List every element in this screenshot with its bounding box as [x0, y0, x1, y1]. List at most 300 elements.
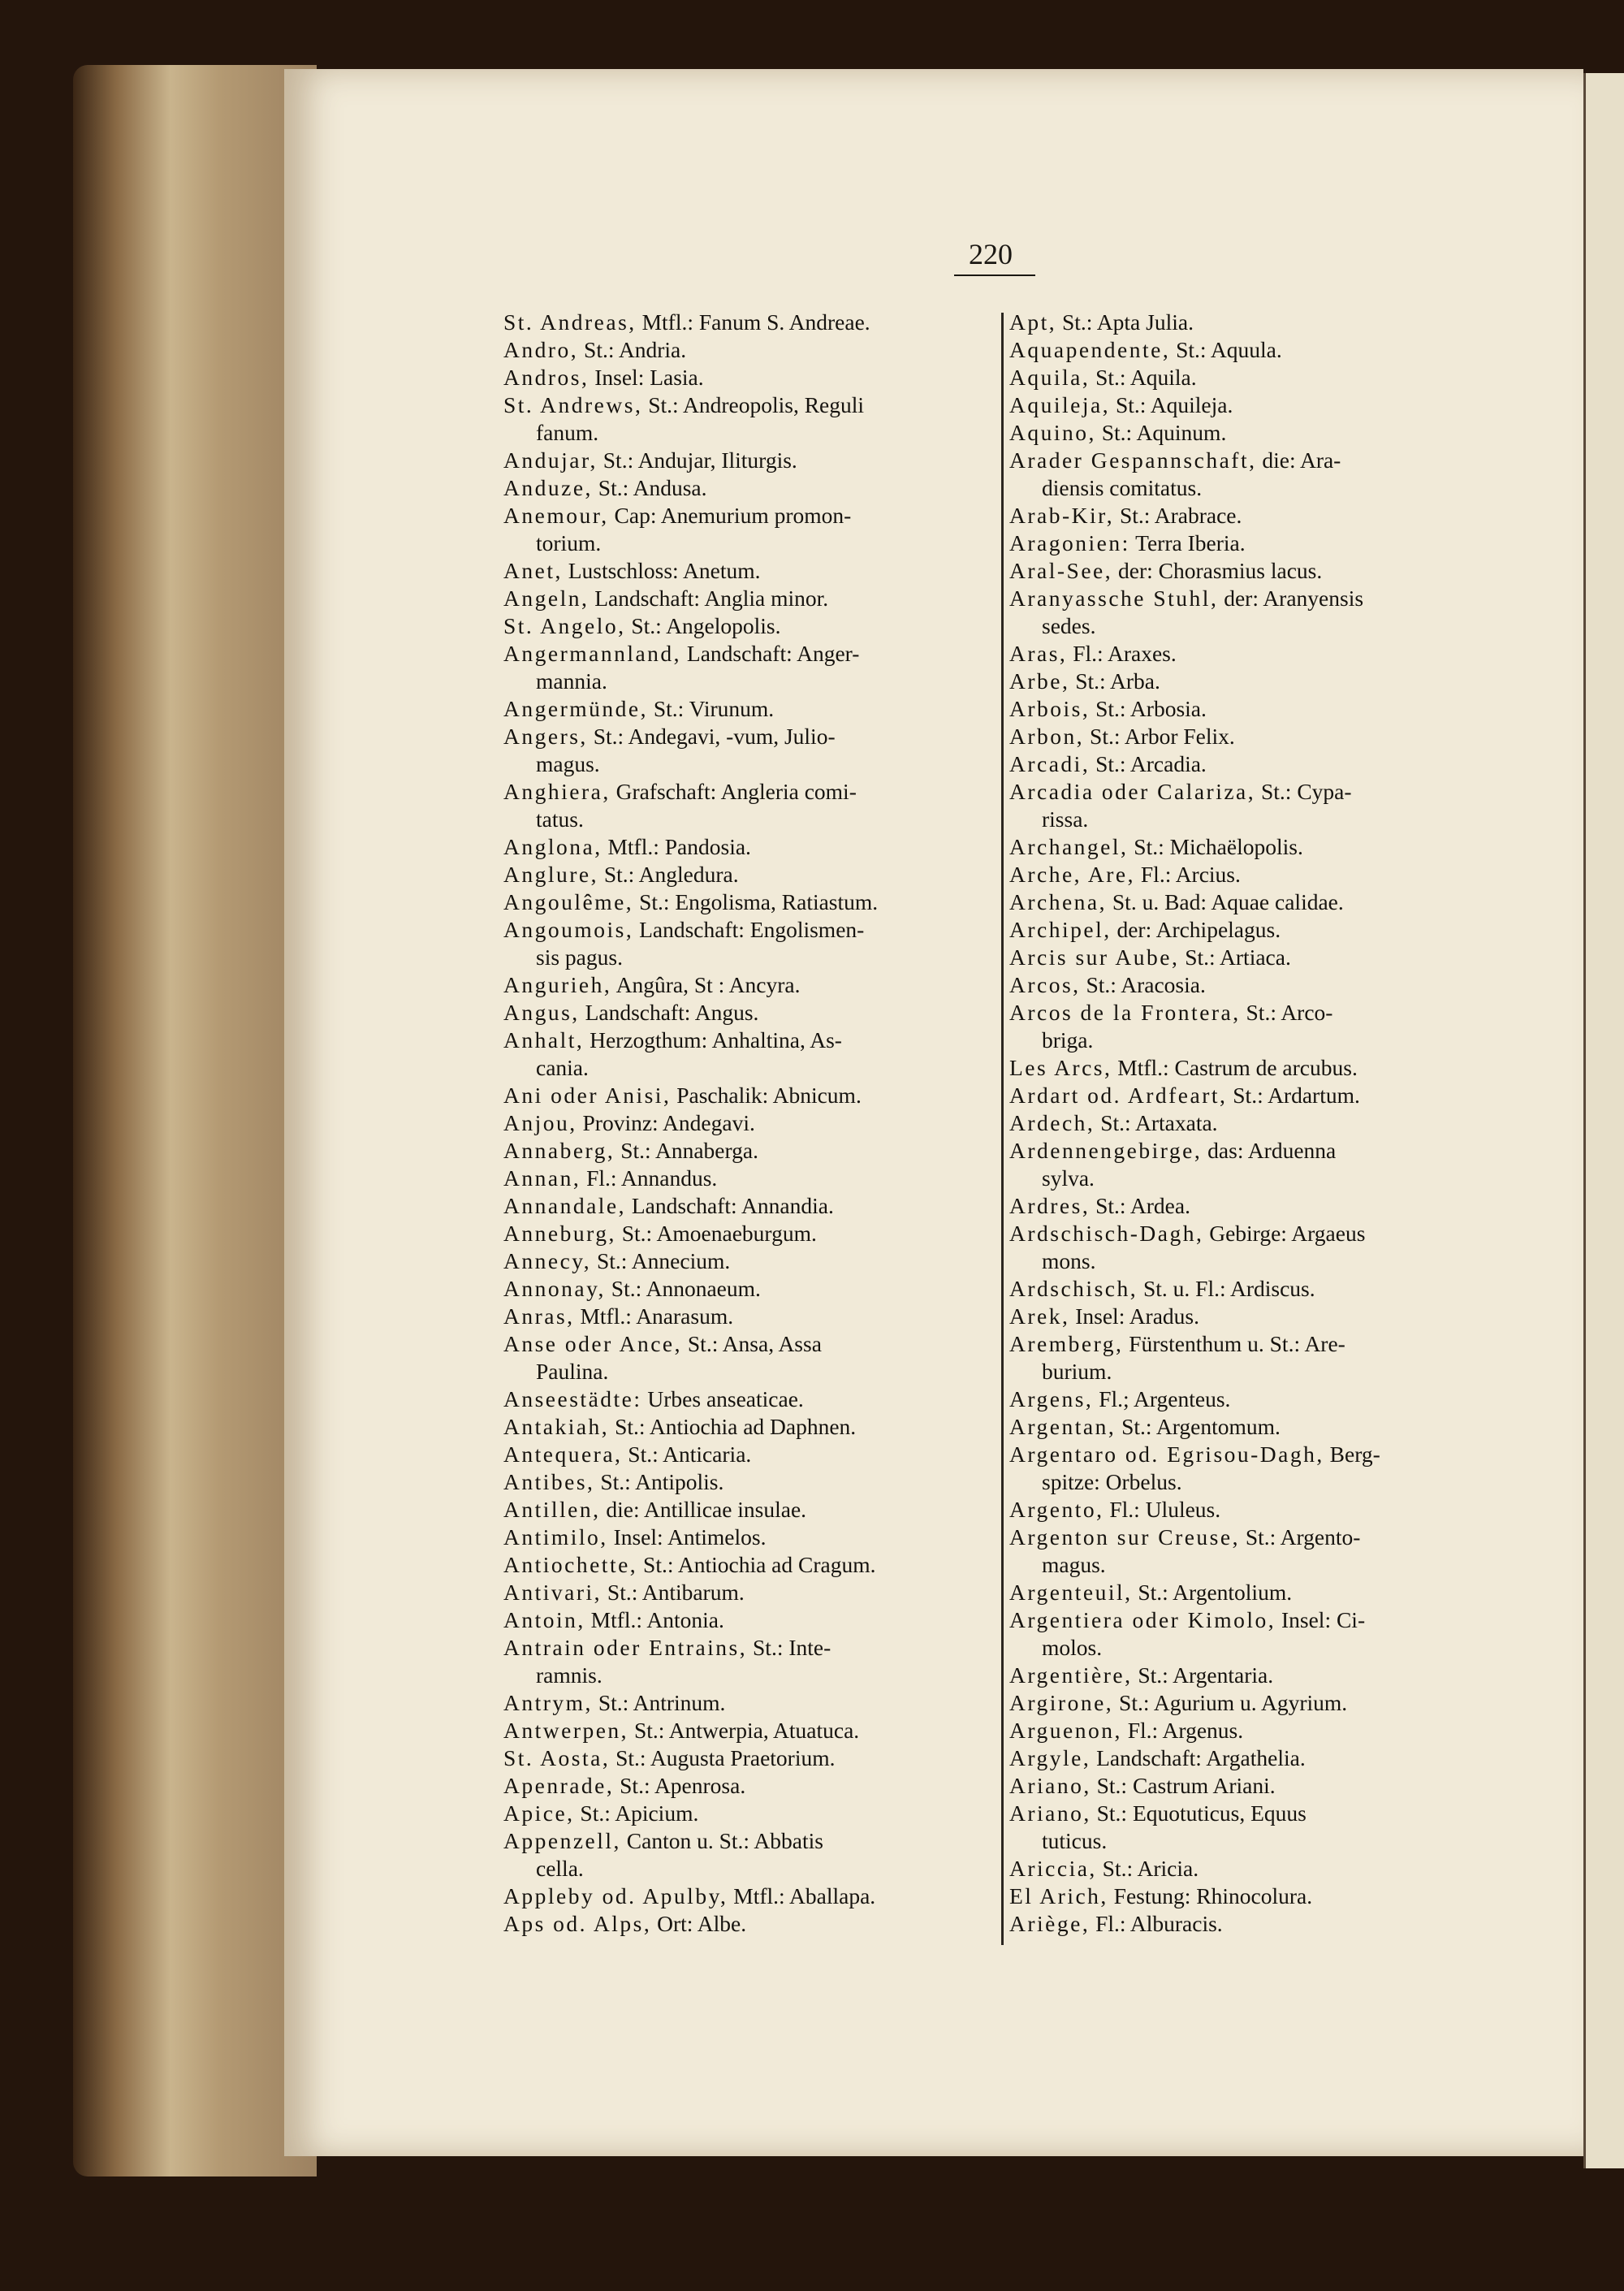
entry-definition: Cap: Anemurium promon- [608, 503, 852, 528]
entry-definition: Fl.; Argenteus. [1093, 1386, 1231, 1411]
entry-definition: St.: Ardartum. [1227, 1083, 1360, 1108]
dictionary-entry [1009, 999, 1510, 1054]
entry-definition: Urbes anseaticae. [641, 1386, 804, 1411]
entry-headword: Angermannland, [503, 641, 682, 666]
entry-headword: Anneburg, [503, 1221, 616, 1246]
entry-definition: St.: Artiaca. [1179, 944, 1291, 970]
entry-definition: Fl.: Ululeus. [1104, 1497, 1221, 1522]
dictionary-entry [503, 447, 997, 474]
entry-headword: Aragonien: [1009, 530, 1130, 555]
entry-headword: Angeln, [503, 586, 590, 611]
dictionary-entry [503, 1441, 997, 1468]
entry-definition: St.: Aquileja. [1110, 392, 1233, 417]
dictionary-entry [1009, 1137, 1510, 1192]
entry-definition: St.: Angledura. [598, 862, 739, 887]
dictionary-entry [503, 1165, 997, 1192]
entry-headword: Antrain oder Entrains, [503, 1635, 748, 1660]
dictionary-entry [1009, 750, 1510, 778]
entry-headword: Anseestädte: [503, 1386, 642, 1411]
entry-definition: St.: Andujar, Iliturgis. [597, 447, 797, 473]
dictionary-entry [503, 999, 997, 1027]
dictionary-entry [503, 1109, 997, 1137]
entry-definition: St.: Argentolium. [1132, 1580, 1293, 1605]
dictionary-entry [503, 1524, 997, 1551]
entry-continuation: cella. [536, 1856, 584, 1881]
dictionary-entry [503, 1579, 997, 1606]
entry-headword: Angers, [503, 724, 588, 749]
dictionary-entry [1009, 1744, 1510, 1772]
entry-headword: Aquapendente, [1009, 337, 1171, 362]
dictionary-entry [503, 1275, 997, 1303]
entry-definition: Gebirge: Argaeus [1203, 1221, 1366, 1246]
dictionary-entry [1009, 1910, 1510, 1938]
entry-continuation: tuticus. [1042, 1828, 1108, 1853]
dictionary-entry [503, 1330, 997, 1385]
entry-definition: Ort: Albe. [651, 1911, 747, 1936]
entry-continuation: fanum. [536, 420, 599, 445]
entry-definition: Grafschaft: Angleria comi- [610, 779, 857, 804]
entry-continuation: Paulina. [536, 1359, 609, 1384]
dictionary-entry [1009, 1689, 1510, 1717]
dictionary-entry [1009, 585, 1510, 640]
entry-definition: St. u. Fl.: Ardiscus. [1138, 1276, 1315, 1301]
dictionary-entry [503, 916, 997, 971]
dictionary-entry [1009, 1275, 1510, 1303]
dictionary-entry [503, 1385, 997, 1413]
entry-definition: Fürstenthum u. St.: Are- [1123, 1331, 1345, 1356]
entry-definition: St.: Argentaria. [1132, 1662, 1274, 1688]
dictionary-entry [1009, 1303, 1510, 1330]
dictionary-entry [1009, 530, 1510, 557]
entry-headword: Aranyassche Stuhl, [1009, 586, 1219, 611]
dictionary-entry [503, 1027, 997, 1082]
dictionary-entry [503, 1744, 997, 1772]
entry-headword: Anemour, [503, 503, 609, 528]
entry-definition: Mtfl.: Aballapa. [728, 1883, 876, 1908]
entry-continuation: burium. [1042, 1359, 1112, 1384]
entry-definition: St.: Argentomum. [1116, 1414, 1281, 1439]
entry-headword: Argenteuil, [1009, 1580, 1133, 1605]
dictionary-entry [503, 888, 997, 916]
entry-definition: St.: Virunum. [647, 696, 775, 721]
entry-headword: Annandale, [503, 1193, 626, 1218]
entry-headword: Arcos de la Frontera, [1009, 1000, 1241, 1025]
entry-continuation: mannia. [536, 668, 607, 694]
entry-definition: Landschaft: Angus. [579, 1000, 759, 1025]
entry-definition: St.: Michaëlopolis. [1128, 834, 1303, 859]
entry-definition: das: Arduenna [1202, 1138, 1337, 1163]
dictionary-entry [1009, 723, 1510, 750]
entry-definition: Fl.: Argenus. [1121, 1718, 1244, 1743]
entry-definition: St.: Andria. [578, 337, 687, 362]
entry-definition: Mtfl.: Castrum de arcubus. [1112, 1055, 1358, 1080]
entry-definition: St. u. Bad: Aquae calidae. [1107, 889, 1344, 914]
entry-headword: Ardart od. Ardfeart, [1009, 1083, 1228, 1108]
dictionary-entry [503, 1496, 997, 1524]
dictionary-entry [503, 585, 997, 612]
book-page-edges [73, 65, 317, 2176]
entry-definition: St.: Apenrosa. [614, 1773, 746, 1798]
dictionary-entry [1009, 1054, 1510, 1082]
entry-definition: St.: Ardea. [1090, 1193, 1190, 1218]
entry-definition: St.: Artaxata. [1095, 1110, 1218, 1135]
entry-definition: Landschaft: Anglia minor. [589, 586, 829, 611]
entry-headword: Argyle, [1009, 1745, 1091, 1770]
entry-headword: Aquileja, [1009, 392, 1111, 417]
entry-headword: Annonay, [503, 1276, 606, 1301]
entry-definition: St.: Aracosia. [1080, 972, 1206, 997]
entry-definition: St.: Andegavi, -vum, Julio- [587, 724, 836, 749]
entry-headword: Aquino, [1009, 420, 1096, 445]
entry-continuation: sis pagus. [536, 944, 623, 970]
dictionary-entry [1009, 971, 1510, 999]
entry-headword: Argento, [1009, 1497, 1104, 1522]
entry-headword: Anse oder Ance, [503, 1331, 683, 1356]
entry-definition: der: Archipelagus. [1111, 917, 1281, 942]
entry-definition: St.: Arco- [1240, 1000, 1333, 1025]
entry-headword: Archipel, [1009, 917, 1112, 942]
page-number: 220 [969, 238, 1013, 270]
entry-definition: Landschaft: Annandia. [626, 1193, 834, 1218]
entry-definition: St.: Castrum Ariani. [1091, 1773, 1276, 1798]
entry-continuation: mons. [1042, 1248, 1096, 1273]
dictionary-entry [1009, 1524, 1510, 1579]
dictionary-entry [503, 1717, 997, 1744]
entry-headword: Aral-See, [1009, 558, 1113, 583]
entry-definition: St.: Annaberga. [615, 1138, 759, 1163]
dictionary-entry [503, 336, 997, 364]
page-number-rule [954, 274, 1035, 276]
dictionary-entry [503, 861, 997, 888]
entry-definition: Mtfl.: Fanum S. Andreae. [636, 309, 870, 335]
entry-continuation: briga. [1042, 1027, 1094, 1053]
dictionary-entry [503, 1634, 997, 1689]
entry-continuation: cania. [536, 1055, 589, 1080]
dictionary-entry [1009, 557, 1510, 585]
entry-definition: Festung: Rhinocolura. [1108, 1883, 1313, 1908]
entry-definition: St.: Antrinum. [592, 1690, 726, 1715]
entry-headword: Ariccia, [1009, 1856, 1097, 1881]
dictionary-entry [1009, 309, 1510, 336]
dictionary-entry [1009, 778, 1510, 833]
entry-headword: Antimilo, [503, 1524, 608, 1550]
entry-headword: Annecy, [503, 1248, 592, 1273]
entry-definition: Canton u. St.: Abbatis [620, 1828, 823, 1853]
entry-headword: Les Arcs, [1009, 1055, 1112, 1080]
entry-definition: St.: Arcadia. [1090, 751, 1207, 776]
dictionary-entry [503, 695, 997, 723]
entry-continuation: sylva. [1042, 1165, 1095, 1191]
entry-headword: Ardschisch, [1009, 1276, 1138, 1301]
dictionary-entry [1009, 1579, 1510, 1606]
entry-headword: Arbon, [1009, 724, 1085, 749]
dictionary-entry [503, 557, 997, 585]
column-divider [1001, 313, 1004, 1945]
entry-headword: Anglona, [503, 834, 603, 859]
entry-headword: Ardschisch-Dagh, [1009, 1221, 1204, 1246]
dictionary-entry [503, 474, 997, 502]
entry-definition: Landschaft: Argathelia. [1091, 1745, 1306, 1770]
dictionary-entry [1009, 447, 1510, 502]
entry-definition: St.: Aquila. [1090, 365, 1197, 390]
dictionary-entry [503, 640, 997, 695]
entry-headword: Aps od. Alps, [503, 1911, 652, 1936]
dictionary-entry [1009, 1800, 1510, 1855]
entry-headword: St. Andrews, [503, 392, 643, 417]
dictionary-entry [503, 1137, 997, 1165]
entry-definition: Mtfl.: Antonia. [585, 1607, 724, 1632]
entry-definition: St.: Annonaeum. [605, 1276, 761, 1301]
entry-definition: Insel: Lasia. [589, 365, 704, 390]
entry-definition: St.: Andreopolis, Reguli [642, 392, 865, 417]
entry-headword: Angoumois, [503, 917, 634, 942]
entry-continuation: tatus. [536, 806, 584, 832]
entry-headword: Ardres, [1009, 1193, 1091, 1218]
dictionary-entry [503, 1220, 997, 1247]
entry-headword: Angus, [503, 1000, 580, 1025]
entry-definition: Mtfl.: Pandosia. [602, 834, 751, 859]
entry-headword: Annaberg, [503, 1138, 615, 1163]
dictionary-entry [503, 1551, 997, 1579]
entry-headword: Antequera, [503, 1442, 623, 1467]
dictionary-entry [1009, 1662, 1510, 1689]
entry-headword: Archena, [1009, 889, 1108, 914]
entry-definition: Lustschloss: Anetum. [562, 558, 761, 583]
entry-definition: Fl.: Alburacis. [1090, 1911, 1223, 1936]
entry-definition: St.: Antibarum. [602, 1580, 745, 1605]
entry-definition: die: Ara- [1256, 447, 1341, 473]
entry-headword: Arcadi, [1009, 751, 1091, 776]
entry-headword: Ariano, [1009, 1800, 1091, 1826]
entry-headword: Arcadia oder Calariza, [1009, 779, 1256, 804]
dictionary-entry [503, 1606, 997, 1634]
dictionary-entry [1009, 364, 1510, 391]
entry-headword: Antwerpen, [503, 1718, 629, 1743]
dictionary-entry [1009, 1496, 1510, 1524]
dictionary-entry [1009, 1109, 1510, 1137]
entry-headword: Aquila, [1009, 365, 1091, 390]
entry-headword: Anras, [503, 1303, 575, 1329]
entry-headword: Aremberg, [1009, 1331, 1124, 1356]
dictionary-entry [503, 723, 997, 778]
entry-headword: Argentière, [1009, 1662, 1133, 1688]
dictionary-entry [1009, 391, 1510, 419]
entry-headword: St. Angelo, [503, 613, 626, 638]
entry-definition: St.: Agurium u. Agyrium. [1113, 1690, 1348, 1715]
entry-definition: St.: Aquinum. [1095, 420, 1227, 445]
entry-definition: St.: Angelopolis. [625, 613, 781, 638]
entry-headword: Arbois, [1009, 696, 1091, 721]
entry-headword: Arader Gespannschaft, [1009, 447, 1257, 473]
dictionary-entry [503, 391, 997, 447]
entry-headword: Apenrade, [503, 1773, 615, 1798]
entry-headword: Ariège, [1009, 1911, 1091, 1936]
right-column [1009, 309, 1510, 1938]
entry-definition: St.: Anticaria. [622, 1442, 752, 1467]
facing-page-edge [1583, 73, 1624, 2168]
entry-definition: St.: Arbor Felix. [1084, 724, 1235, 749]
dictionary-entry [503, 1082, 997, 1109]
dictionary-entry [503, 309, 997, 336]
entry-definition: St.: Equotuticus, Equus [1091, 1800, 1307, 1826]
entry-headword: Appenzell, [503, 1828, 621, 1853]
entry-headword: St. Aosta, [503, 1745, 611, 1770]
dictionary-entry [503, 778, 997, 833]
entry-headword: Arbe, [1009, 668, 1070, 694]
entry-definition: der: Chorasmius lacus. [1112, 558, 1323, 583]
dictionary-entry [503, 971, 997, 999]
entry-headword: Andro, [503, 337, 579, 362]
entry-headword: Angoulême, [503, 889, 634, 914]
entry-headword: Annan, [503, 1165, 581, 1191]
entry-headword: Archangel, [1009, 834, 1129, 859]
dictionary-entry [503, 1303, 997, 1330]
entry-headword: Arek, [1009, 1303, 1070, 1329]
dictionary-entry [1009, 1330, 1510, 1385]
entry-definition: Herzogthum: Anhaltina, As- [584, 1027, 842, 1053]
dictionary-entry [503, 1247, 997, 1275]
dictionary-entry [503, 1800, 997, 1827]
dictionary-entry [503, 1689, 997, 1717]
entry-continuation: sedes. [1042, 613, 1096, 638]
dictionary-entry [1009, 1717, 1510, 1744]
entry-definition: St.: Inte- [747, 1635, 831, 1660]
entry-headword: Ardech, [1009, 1110, 1095, 1135]
entry-headword: Andujar, [503, 447, 598, 473]
entry-headword: Arcos, [1009, 972, 1081, 997]
entry-definition: Insel: Aradus. [1069, 1303, 1199, 1329]
dictionary-entry [1009, 1441, 1510, 1496]
dictionary-entry [503, 364, 997, 391]
entry-headword: Angurieh, [503, 972, 612, 997]
entry-headword: Apice, [503, 1800, 575, 1826]
dictionary-entry [1009, 502, 1510, 530]
entry-headword: Ariano, [1009, 1773, 1091, 1798]
entry-headword: Argentaro od. Egrisou-Dagh, [1009, 1442, 1324, 1467]
entry-definition: Mtfl.: Anarasum. [574, 1303, 734, 1329]
dictionary-entry [503, 1883, 997, 1910]
dictionary-entry [1009, 1855, 1510, 1883]
entry-definition: St.: Arabrace. [1114, 503, 1242, 528]
entry-definition: der: Aranyensis [1218, 586, 1364, 611]
dictionary-entry [503, 1413, 997, 1441]
entry-definition: Landschaft: Anger- [681, 641, 860, 666]
entry-headword: Anjou, [503, 1110, 577, 1135]
entry-definition: St.: Annecium. [591, 1248, 731, 1273]
dictionary-entry [1009, 888, 1510, 916]
entry-definition: die: Antillicae insulae. [600, 1497, 807, 1522]
dictionary-entry [1009, 1883, 1510, 1910]
dictionary-entry [1009, 916, 1510, 944]
entry-definition: St.: Andusa. [592, 475, 707, 500]
entry-definition: Terra Iberia. [1129, 530, 1246, 555]
dictionary-entry [503, 1468, 997, 1496]
entry-definition: St.: Cypa- [1255, 779, 1352, 804]
dictionary-entry [1009, 336, 1510, 364]
entry-definition: Fl.: Arcius. [1135, 862, 1241, 887]
entry-definition: Angûra, St : Ancyra. [611, 972, 801, 997]
entry-definition: St.: Apta Julia. [1056, 309, 1194, 335]
dictionary-entry [1009, 861, 1510, 888]
entry-definition: Insel: Antimelos. [607, 1524, 767, 1550]
entry-definition: Berg- [1324, 1442, 1380, 1467]
entry-headword: Antibes, [503, 1469, 595, 1494]
dictionary-entry [1009, 1082, 1510, 1109]
entry-continuation: ramnis. [536, 1662, 603, 1688]
entry-headword: El Arich, [1009, 1883, 1108, 1908]
dictionary-entry [503, 1910, 997, 1938]
entry-headword: Arab-Kir, [1009, 503, 1115, 528]
dictionary-entry [1009, 1772, 1510, 1800]
entry-headword: Anghiera, [503, 779, 611, 804]
entry-headword: Antillen, [503, 1497, 601, 1522]
entry-definition: Provinz: Andegavi. [577, 1110, 755, 1135]
entry-headword: Arcis sur Aube, [1009, 944, 1180, 970]
entry-headword: Antivari, [503, 1580, 603, 1605]
entry-headword: Arguenon, [1009, 1718, 1122, 1743]
entry-headword: Antiochette, [503, 1552, 638, 1577]
entry-headword: Apt, [1009, 309, 1057, 335]
dictionary-entry [503, 833, 997, 861]
entry-headword: Appleby od. Apulby, [503, 1883, 728, 1908]
entry-headword: Argentan, [1009, 1414, 1116, 1439]
dictionary-entry [1009, 419, 1510, 447]
dictionary-entry [1009, 668, 1510, 695]
dictionary-entry [1009, 640, 1510, 668]
entry-headword: Antakiah, [503, 1414, 610, 1439]
entry-definition: St.: Antipolis. [594, 1469, 724, 1494]
dictionary-entry [503, 1772, 997, 1800]
entry-headword: Antrym, [503, 1690, 593, 1715]
entry-definition: St.: Augusta Praetorium. [610, 1745, 836, 1770]
entry-continuation: torium. [536, 530, 602, 555]
entry-headword: Argentiera oder Kimolo, [1009, 1607, 1276, 1632]
entry-definition: St.: Ansa, Assa [682, 1331, 822, 1356]
dictionary-entry [503, 1827, 997, 1883]
dictionary-entry [1009, 1192, 1510, 1220]
entry-definition: St.: Antiochia ad Cragum. [637, 1552, 876, 1577]
entry-headword: Ani oder Anisi, [503, 1083, 672, 1108]
entry-headword: Aras, [1009, 641, 1068, 666]
entry-definition: St.: Aquula. [1170, 337, 1282, 362]
entry-definition: St.: Engolisma, Ratiastum. [633, 889, 879, 914]
entry-headword: Argenton sur Creuse, [1009, 1524, 1240, 1550]
entry-headword: Andros, [503, 365, 590, 390]
entry-headword: Antoin, [503, 1607, 585, 1632]
dictionary-entry [1009, 695, 1510, 723]
entry-headword: Anhalt, [503, 1027, 585, 1053]
entry-definition: Paschalik: Abnicum. [671, 1083, 862, 1108]
entry-definition: St.: Apicium. [574, 1800, 699, 1826]
dictionary-entry [503, 612, 997, 640]
entry-definition: Insel: Ci- [1276, 1607, 1366, 1632]
entry-definition: St.: Argento- [1239, 1524, 1361, 1550]
entry-headword: Anduze, [503, 475, 593, 500]
entry-definition: St.: Arba. [1069, 668, 1160, 694]
dictionary-entry [503, 502, 997, 557]
entry-headword: Angermünde, [503, 696, 648, 721]
entry-definition: Fl.: Araxes. [1067, 641, 1177, 666]
entry-definition: St.: Antwerpia, Atuatuca. [628, 1718, 860, 1743]
entry-headword: Argirone, [1009, 1690, 1114, 1715]
dictionary-entry [1009, 1385, 1510, 1413]
entry-definition: St.: Amoenaeburgum. [615, 1221, 817, 1246]
entry-continuation: molos. [1042, 1635, 1103, 1660]
entry-continuation: spitze: Orbelus. [1042, 1469, 1182, 1494]
entry-headword: Anet, [503, 558, 563, 583]
dictionary-entry [1009, 833, 1510, 861]
entry-headword: Arche, Are, [1009, 862, 1136, 887]
